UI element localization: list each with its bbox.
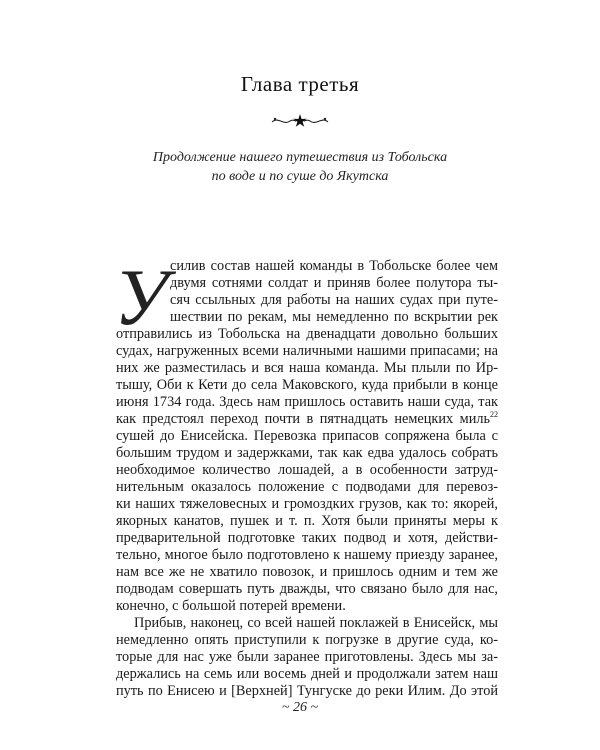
page-number: ~ 26 ~ [281, 700, 319, 715]
text-line: ки наших тяжеловесных и громоздких грузов, как то: якорей, [116, 496, 498, 512]
text-line: держались на семь или восемь дней и продолжали затем наш [116, 666, 498, 682]
text-line: немедленно опять приступили к погрузке в другие суда, ко- [116, 632, 498, 648]
subtitle-line-1: Продолжение нашего путешествия из Тобольска [152, 150, 448, 165]
text-line: Прибыв, наконец, со всей нашей поклажей в Енисейск, мы [134, 615, 498, 631]
text-line: подводам совершать путь дважды, что связано было для нас, [116, 581, 498, 597]
text-line: путь по Енисею и [Верхней] Тунгуске до реки Илим. До этой [116, 683, 498, 699]
subtitle-line-2: по воде и по суше до Якутска [211, 169, 389, 184]
chapter-subtitle [0, 148, 600, 186]
text-line: большим трудом и задержками, так как едва удалось собрать [116, 445, 498, 461]
footnote-reference[interactable]: 22 [490, 410, 498, 419]
text-line: как предстоял переход почти в пятнадцать немецких миль [116, 411, 490, 427]
text-line: необходимое количество лошадей, а в особенности затруд- [116, 462, 498, 478]
text-line: силив состав нашей команды в Тобольске более чем [170, 258, 498, 274]
text-line: нительным оказалось положение с подводами для перевоз- [116, 479, 498, 495]
text-line: отправились из Тобольска на двенадцати довольно больших [116, 326, 498, 342]
text-line: торые для нас уже были заранее приготовлены. Здесь мы за- [116, 649, 498, 665]
floral-star-divider-icon [270, 112, 330, 130]
text-line-with-footnote [116, 411, 498, 428]
text-line: шествии по рекам, мы немедленно по вскрытии рек [170, 309, 498, 325]
text-line: них же разместилась и вся наша команда. Мы плыли по Ир- [116, 360, 498, 376]
chapter-title: Глава третья [240, 72, 360, 96]
text-line: якорных канатов, пушек и т. п. Хотя были приняты меры к [116, 513, 498, 529]
text-line: июня 1734 года. Здесь нам пришлось оставить наши суда, так [116, 394, 498, 410]
text-line: тышу, Оби к Кети до села Маковского, куда прибыли в конце [116, 377, 498, 393]
text-line: нам все же не хватило повозок, и пришлось одним и тем же [116, 564, 498, 580]
text-line: тельно, многое было подготовлено к нашему приезду заранее, [116, 547, 498, 563]
text-line: сушей до Енисейска. Перевозка припасов сопряжена была с [116, 428, 498, 444]
drop-cap: У [114, 254, 168, 342]
text-line: двумя сотнями солдат и приняв более полутора ты- [170, 275, 498, 291]
text-line: сяч ссыльных для работы на наших судах при путе- [170, 292, 498, 308]
text-line: судах, нагруженных всеми наличными нашими припасами; на [116, 343, 498, 359]
text-line: предварительной подготовке таких подвод и хотя, действи- [116, 530, 498, 546]
text-line: конечно, с большой потерей времени. [116, 598, 346, 614]
